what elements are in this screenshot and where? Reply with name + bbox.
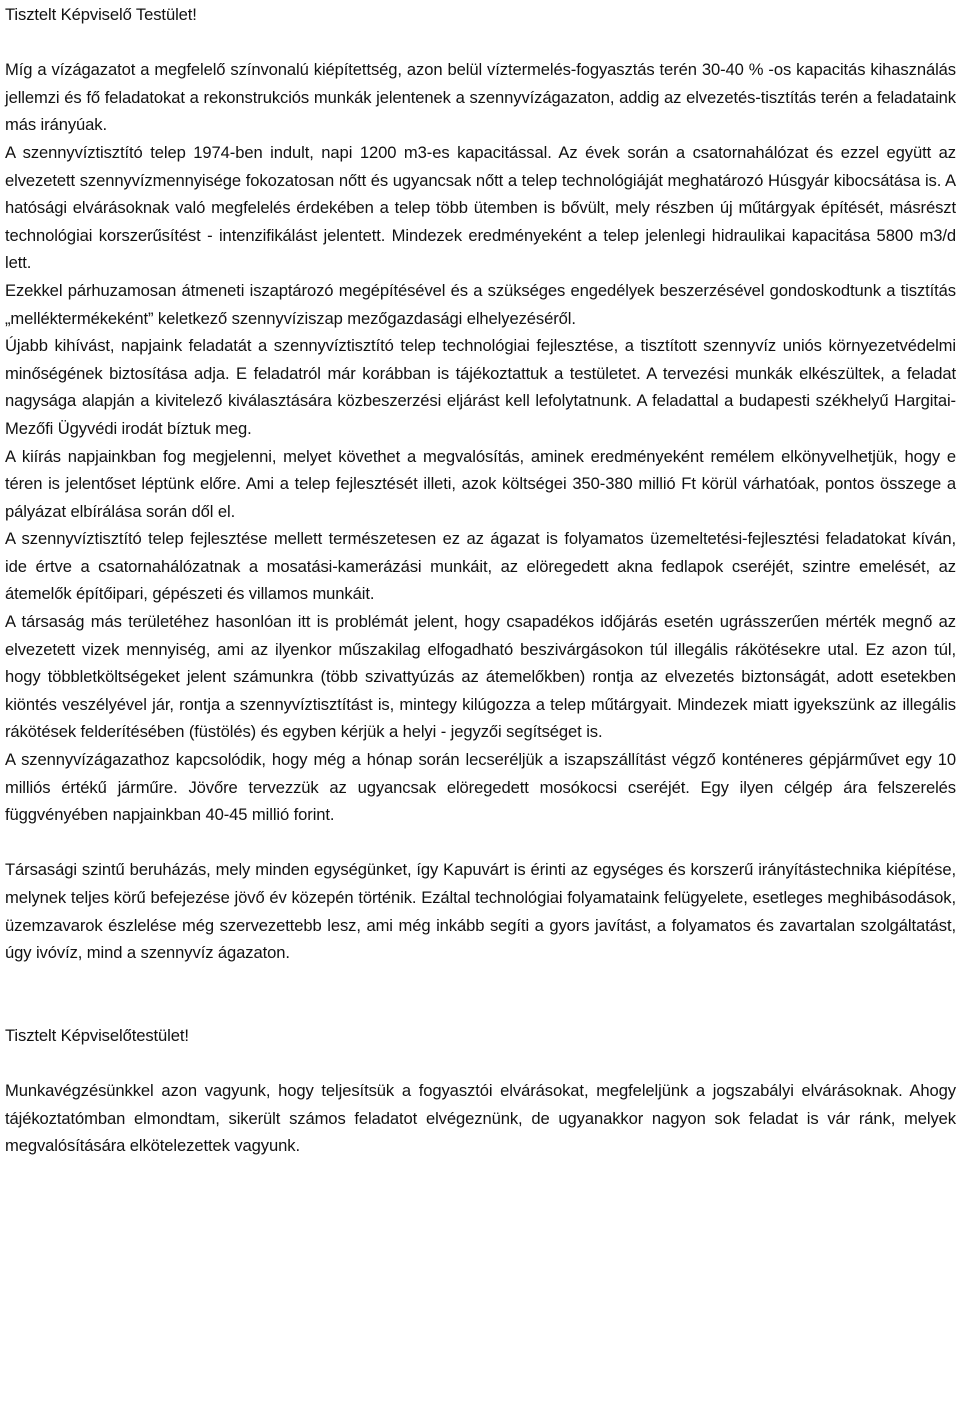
paragraph-sludge-storage: Ezekkel párhuzamosan átmeneti iszaptározó megépítésével és a szükséges engedélyek beszerzésével gondoskodtunk a tisztítás „melléktermékeként” keletkező szennyvíziszap mezőgazdasági elhelyezéséről. [5, 280, 956, 328]
greeting-top: Tisztelt Képviselő Testület! [5, 5, 197, 24]
paragraph-illegal-connections: A társaság más területéhez hasonlóan itt is problémát jelent, hogy csapadékos időjárás esetén ugrásszerűen mérték megnő az elvezetett vizek mennyiség, ami az ilyenkor műszakilag elfogadható beszivárgásokon túl illegális rákötésekre utal. Ez azon túl, hogy többletköltségeket jelent számunkra (több szivattyúzás az átemelőkben) rontja az elvezetés biztonságát, adott esetekben kiöntés veszélyével jár, rontja a szennyvíztisztítást is, mintegy kilúgozza a telep műtárgyait. Mindezek miatt igyekszünk az illegális rákötések felderítésében (füstölés) és egyben kérjük a helyi - jegyzői segítséget is. [5, 612, 956, 742]
paragraph-new-challenge: Újabb kihívást, napjaink feladatát a szennyvíztisztító telep technológiai fejlesztése, a tisztított szennyvíz uniós környezetvédelmi minőségének biztosítása adja. E feladatról már korábban is tájékoztattuk a testületet. A tervezési munkák elkészültek, a feladat nagysága alapján a kivitelező kiválasztására közbeszerzési eljárást kell lefolytatnunk. A feladattal a budapesti székhelyű Hargitai-Mezőfi Ügyvédi irodát bíztuk meg. [5, 336, 956, 438]
paragraph-water-sector: Míg a vízágazatot a megfelelő színvonalú kiépítettség, azon belül víztermelés-fogyasztás terén 30-40 % -os kapacitás kihasználás jellemzi és fő feladatokat a rekonstrukciós munkák jelentenek a szennyvízágazaton, addig az elvezetés-tisztítás terén a feladataink más irányúak. [5, 60, 956, 135]
document-body [5, 0, 956, 1160]
paragraph-plant-history: A szennyvíztisztító telep 1974-ben indult, napi 1200 m3-es kapacitással. Az évek során a csatornahálózat és ezzel együtt az elvezetett szennyvízmennyisége fokozatosan nőtt és ugyancsak nőtt a telep technológiáját meghatározó Húsgyár kibocsátása is. A hatósági elvárásoknak való megfelelés érdekében a telep több ütemben is bővült, mely részben új műtárgyak építését, másrészt technológiai korszerűsítést - intenzifikálást jelentett. Mindezek eredményeként a telep jelenlegi hidraulikai kapacitása 5800 m3/d lett. [5, 142, 956, 273]
paragraph-tender: A kiírás napjainkban fog megjelenni, melyet követhet a megvalósítás, aminek eredményeként remélem elkönyvelhetjük, hogy e téren is jelentőset léptünk előre. Ami a telep fejlesztését illeti, azok költségei 350-380 millió Ft körül várhatóak, pontos összege a pályázat elbírálása során dől el. [5, 446, 956, 521]
paragraph-operations: A szennyvíztisztító telep fejlesztése mellett természetesen ez az ágazat is folyamatos üzemeltetési-fejlesztési feladatokat kíván, ide értve a csatornahálózatnak a mosatási-kamerázási munkáit, az elöregedett akna fedlapok cseréjét, szintre emelését, az átemelők építőipari, gépészeti és villamos munkáit. [5, 529, 956, 604]
paragraph-vehicles: A szennyvízágazathoz kapcsolódik, hogy még a hónap során lecseréljük a iszapszállítást végző konténeres gépjárművet egy 10 milliós értékű járműre. Jövőre tervezzük az ugyancsak elöregedett mosókocsi cseréjét. Egy ilyen célgép ára felszerelés függvényében napjainkban 40-45 millió forint. [5, 750, 956, 825]
paragraph-closing: Munkavégzésünkkel azon vagyunk, hogy teljesítsük a fogyasztói elvárásokat, megfeleljünk a jogszabályi elvárásoknak. Ahogy tájékoztatómban elmondtam, sikerült számos feladatot elvégeznünk, de ugyanakkor nagyon sok feladat is vár ránk, melyek megvalósítására elkötelezettek vagyunk. [5, 1081, 956, 1156]
paragraph-control-systems: Társasági szintű beruházás, mely minden egységünket, így Kapuvárt is érinti az egységes és korszerű irányítástechnika kiépítése, melynek teljes körű befejezése jövő év közepén történik. Ezáltal technológiai folyamataink felügyelete, esetleges meghibásodások, üzemzavarok észlelése még szervezettebb lesz, ami még inkább segíti a gyors javítást, a folyamatos és zavartalan szolgáltatást, úgy ivóvíz, mind a szennyvíz ágazaton. [5, 860, 956, 963]
greeting-bottom: Tisztelt Képviselőtestület! [5, 1025, 189, 1045]
